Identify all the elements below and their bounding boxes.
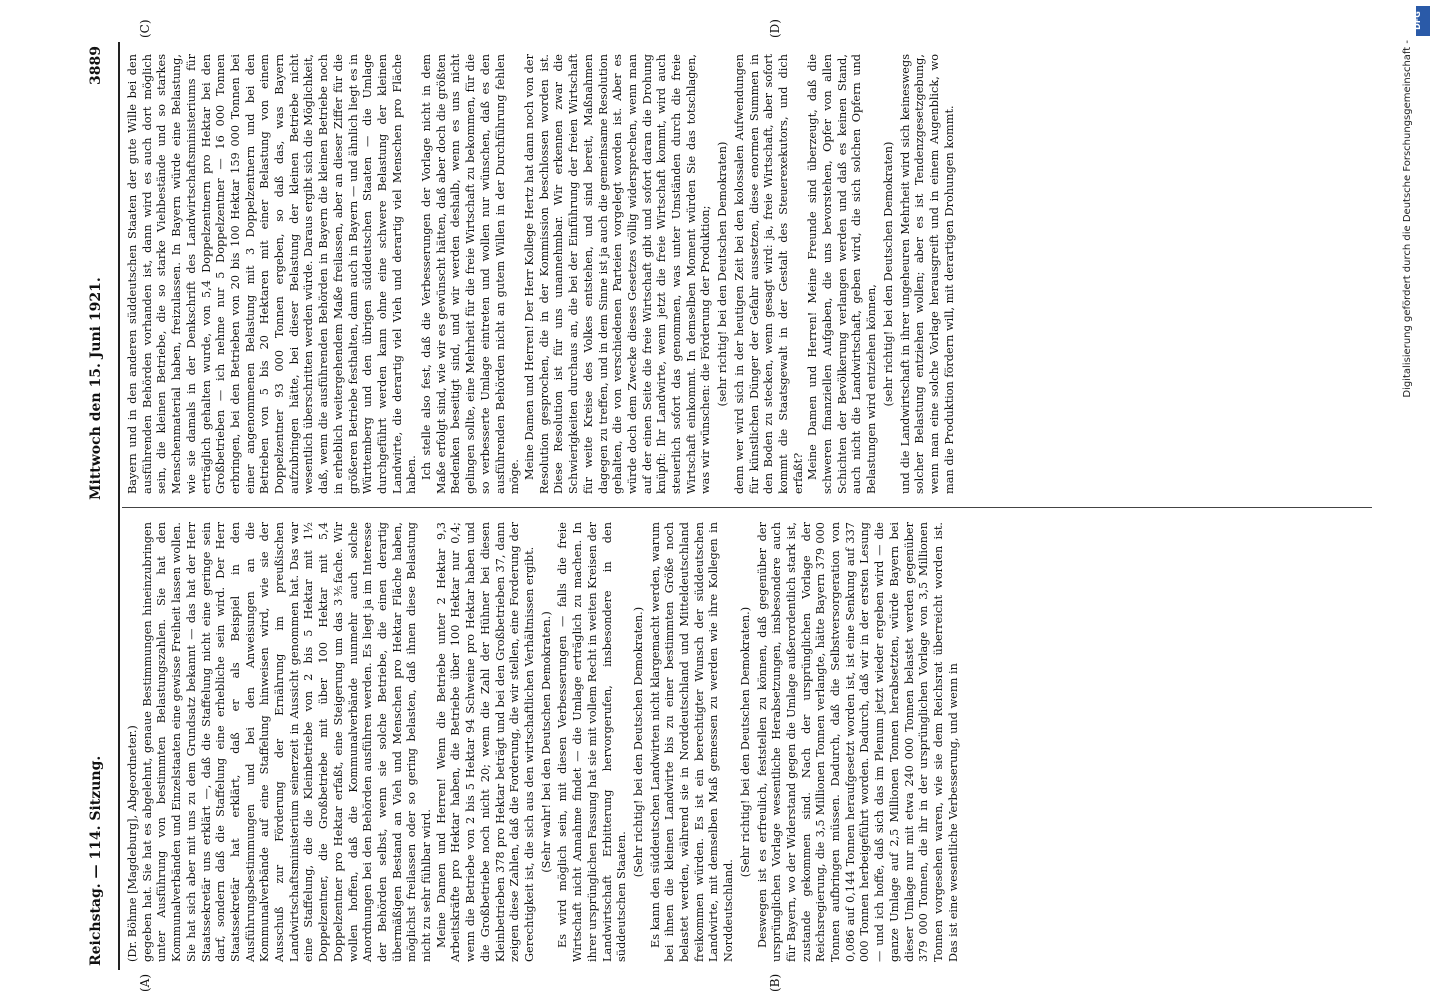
page-header [78, 42, 120, 970]
paragraph: Meine Damen und Herren! Der Herr Kollege Hertz hat dann noch von der Resolution gesprochen, die in der Kommission beschlossen worden ist. Diese Resolution ist für uns unannehmbar. Wir erkennen zwar die Schwierigkeiten durchaus an, die bei der Einführung der freien Wirtschaft für weite Kreise des Volkes entstehen, und sind bereit, Maßnahmen dagegen zu treffen, und in dem Sinne ist ja auch die gemeinsame Resolution gehalten, die von verschiedenen Parteien vorgelegt worden ist. Aber es würde doch dem Zwecke dieses Gesetzes völlig widersprechen, wenn man auf der einen Seite die freie Wirtschaft gibt und sofort daran die Drohung knüpft: Ihr Landwirte, wenn jetzt die freie Wirtschaft kommt, wird auch steuerlich sofort das genommen, was unter Umständen durch die freie Wirtschaft einkommt. In demselben Moment würden Sie das totschlagen, was wir wünschen: die Förderung der Produktion; [522, 54, 713, 494]
paragraph: Deswegen ist es erfreulich, feststellen zu können, daß gegenüber der ursprünglichen Vorlage wesentliche Herabsetzungen, insbesondere auch für Bayern, wo der Widerstand gegen die Umlage außerordentlich stark ist, zustande gekommen sind. Nach der ursprünglichen Vorlage der Reichsregierung, die 3,5 Millionen Tonnen verlangte, hätte Bayern 379 000 Tonnen aufbringen müssen. Dadurch, daß die Selbstversorgeration von 0,086 auf 0,144 Tonnen heraufgesetzt worden ist, ist eine Senkung auf 337 000 Tonnen herbeigeführt worden. Dadurch, daß wir in der ersten Lesung — und ich hoffe, daß sich das im Plenum jetzt wieder ergeben wird — die ganze Umlage auf 2,5 Millionen Tonnen herabsetzten, würde Bayern bei dieser Umlage nur mit etwa 240 000 Tonnen belastet werden gegenüber 379 000 Tonnen, die ihr in der ursprünglichen Vorlage von 3,5 Millionen Tonnen vorgesehen waren, wie sie dem Reichsrat überreicht worden ist. Das ist eine wesentliche Verbesserung, und wenn in [755, 522, 960, 962]
paragraph: und die Landwirtschaft in ihrer ungeheuren Mehrheit wird sich keineswegs solcher Belastung entziehen wollen; aber es ist Tendenzgesetzgebung, wenn man eine solche Vorlage herausgreift und in einem Augenblick, wo man die Produktion fördern will, mit derartigen Drohungen kommt. [898, 54, 956, 494]
rotated-page-content [78, 19, 1378, 992]
printed-sheet [78, 19, 1378, 992]
right-column [126, 54, 957, 494]
paragraph: Meine Damen und Herren! Meine Freunde sind überzeugt, daß die schweren finanziellen Aufgaben, die uns bevorstehen, Opfer von allen Schichten der Bevölkerung verlangen werden und daß es keinen Stand, auch nicht die Landwirtschaft, geben wird, die sich solchen Opfern und Belastungen wird entziehen können, [806, 54, 879, 494]
paragraph: Ich stelle also fest, daß die Verbesserungen der Vorlage nicht in dem Maße erfolgt sind, wie wir es gewünscht hätten, daß aber doch die größten Bedenken beseitigt sind, und wir werden deshalb, wenn es uns nicht gelingen sollte, eine Mehrheit für die freie Wirtschaft zu bekommen, für die so verbesserte Umlage eintreten und wollen nur wünschen, daß es den ausführenden Behörden nicht an gutem Willen in der Durchführung fehlen möge. [420, 54, 522, 494]
margin-marker-c: (C) [138, 19, 152, 38]
page-number: 3889 [88, 46, 104, 85]
margin-marker-b: (B) [768, 973, 782, 992]
paragraph: Meine Damen und Herren! Wenn die Betriebe unter 2 Hektar 9,3 Arbeitskräfte pro Hektar haben, die Betriebe über 100 Hektar nur 0,4; wenn die Betriebe von 2 bis 5 Hektar 94 Schweine pro Hektar haben und die Großbetriebe noch nicht 20; wenn die Zahl der Hühner bei diesen Kleinbetrieben 378 pro Hektar beträgt und bei den Großbetrieben 37, dann zeigen diese Zahlen, daß die Forderung, die wir stellen, eine Forderung der Gerechtigkeit ist, die sich aus den wirtschaftlichen Verhältnissen ergibt. [434, 522, 536, 962]
paragraph: Bayern und in den anderen süddeutschen Staaten der gute Wille bei den ausführenden Behörden vorhanden ist, dann wird es auch dort möglich sein, die kleinen Betriebe, die so starke Viehbestände und so starkes Menschenmaterial haben, freizulassen. In Bayern würde eine Belastung, wie sie damals in der Denkschrift des Landwirtschaftsministeriums für erträglich gehalten wurde, von 5,4 Doppelzentnern pro Hektar bei den Großbetrieben — ich nehme nur 5 Doppelzentner — 16 000 Tonnen erbringen, bei den Betrieben von 20 bis 100 Hektar 159 000 Tonnen bei einer angenommenen Belastung mit 3 Doppelzentnern und bei den Betrieben von 5 bis 20 Hektaren mit einer Belastung von einem Doppelzentner 93 000 Tonnen ergeben, so daß das, was Bayern aufzubringen hätte, bei dieser Belastung der kleinen Betriebe nicht wesentlich überschritten werden würde. Daraus ergibt sich die Möglichkeit, daß, wenn die ausführenden Behörden in Bayern die kleinen Betriebe noch in erheblich weitergehendem Maße freilassen, aber an dieser Ziffer für die größeren Betriebe festhalten, dann auch in Bayern — und ähnlich liegt es in Württemberg und den übrigen süddeutschen Staaten — die Umlage durchgeführt werden kann ohne eine schwere Belastung der kleinen Landwirte, die derartig viel Vieh und derartig viel Menschen pro Fläche haben. [126, 54, 419, 494]
dfg-logo: DFG [1416, 6, 1430, 36]
interjection: (Sehr richtig! bei den Deutschen Demokraten.) [738, 606, 752, 878]
speaker-line: (Dr. Böhme [Magdeburg], Abgeordneter.) [126, 725, 139, 962]
header-session: Reichstag. — 114. Sitzung. [88, 755, 104, 966]
interjection: (sehr richtig! bei den Deutschen Demokraten) [881, 141, 895, 407]
interjection: (Sehr richtig! bei den Deutschen Demokraten.) [631, 606, 645, 878]
paragraph: Es kann den süddeutschen Landwirten nicht klargemacht werden, warum bei ihnen die kleinen Landwirte bis zu einer bestimmten Größe noch belastet werden, während sie in Norddeutschland und Mitteldeutschland freikommen würden. Es ist ein berechtigter Wunsch der süddeutschen Landwirte, mit demselben Maß gemessen zu werden wie ihre Kollegen in Norddeutschland. [648, 522, 736, 962]
digitization-credit [1402, 40, 1418, 960]
header-date: Mittwoch den 15. Juni 1921. [88, 277, 104, 500]
paragraph: gegeben hat. Sie hat es abgelehnt, genaue Bestimmungen hineinzubringen unter Ausführung von bestimmten Belastungszahlen. Sie hat den Kommunalverbänden und Einzelstaaten eine gewisse Freiheit lassen wollen. Sie hat sich aber mit uns zu dem Grundsatz bekannt — das hat der Herr Staatssekretär uns erklärt —, daß die Staffelung nicht eine geringe sein darf, sondern daß die Staffelung eine erhebliche sein wird. Der Herr Staatssekretär hat erklärt, daß er als Beispiel in den Ausführungsbestimmungen und bei den Anweisungen an die Kommunalverbände auf eine Staffelung hinweisen wird, wie sie der Ausschuß zur Förderung der Ernährung im preußischen Landwirtschaftsministerium seinerzeit in Aussicht genommen hat. Das war eine Staffelung, die die Kleinbetriebe von 2 bis 5 Hektar mit 1½ Doppelzentner, die Großbetriebe mit über 100 Hektar mit 5,4 Doppelzentner pro Hektar erfaßt, eine Steigerung um das 3⅗fache. Wir wollen hoffen, daß die Kommunalverbände nunmehr auch solche Anordnungen bei den Behörden ausführen werden. Es liegt ja im Interesse der Behörden selbst, wenn sie solche Betriebe, die einen derartig übermäßigen Bestand an Vieh und Menschen pro Hektar Fläche haben, möglichst freilassen oder so gering belasten, daß ihnen diese Belastung nicht zu sehr fühlbar wird. [140, 522, 434, 962]
digitization-credit-text: Digitalisierung gefördert durch die Deutsche Forschungsgemeinschaft - [1402, 40, 1413, 398]
interjection: (Sehr wahr! bei den Deutschen Demokraten.) [539, 611, 553, 873]
margin-marker-a: (A) [138, 973, 152, 992]
paragraph: Es wird möglich sein, mit diesen Verbesserungen — falls die freie Wirtschaft nicht Annahme findet — die Umlage erträglich zu machen. In ihrer ursprünglichen Fassung hat sie mit vollem Recht in weiten Kreisen der Landwirtschaft Erbitterung hervorgerufen, insbesondere in den süddeutschen Staaten. [556, 522, 629, 962]
margin-marker-d: (D) [768, 19, 782, 38]
column-divider [122, 507, 1372, 508]
left-column [126, 522, 961, 962]
interjection: (sehr richtig! bei den Deutschen Demokraten) [716, 141, 730, 407]
paragraph: denn wer wird sich in der heutigen Zeit bei den kolossalen Aufwendungen für künstlichen Dünger der Gefahr aussetzen, diese enormen Summen in den Boden zu stecken, wenn gesagt wird: ja, freie Wirtschaft, aber sofort kommt die Staatsgewalt in der Gestalt des Steuerexekutors, und dich erfaßt? [732, 54, 805, 494]
